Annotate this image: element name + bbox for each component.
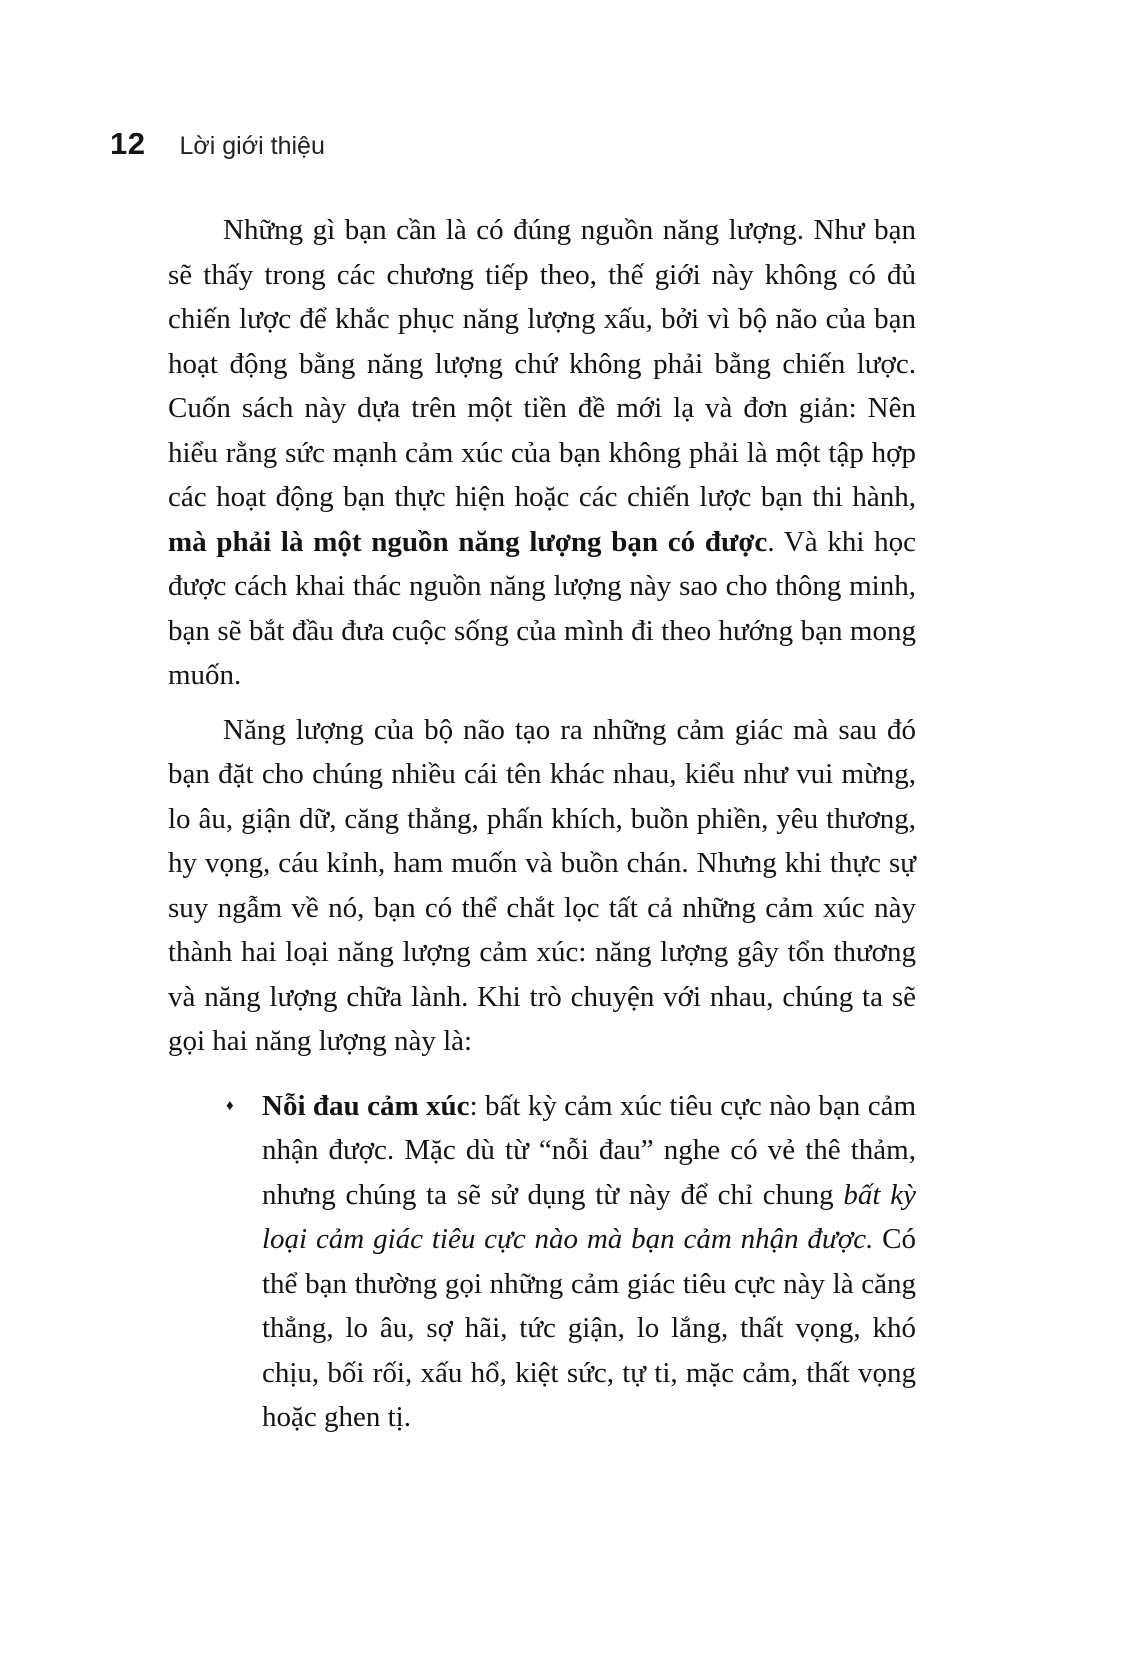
page-number: 12 [110, 126, 146, 161]
running-header [110, 126, 325, 162]
paragraph-brain-energy: Năng lượng của bộ não tạo ra những cảm giác mà sau đó bạn đặt cho chúng nhiều cái tên khác nhau, kiểu như vui mừng, lo âu, giận dữ, căng thẳng, phấn khích, buồn phiền, yêu thương, hy vọng, cáu kỉnh, ham muốn và buồn chán. Nhưng khi thực sự suy ngẫm về nó, bạn có thể chắt lọc tất cả những cảm xúc này thành hai loại năng lượng cảm xúc: năng lượng gây tổn thương và năng lượng chữa lành. Khi trò chuyện với nhau, chúng ta sẽ gọi hai năng lượng này là: [168, 713, 916, 1057]
bullet-text-emotional-pain: Nỗi đau cảm xúc: bất kỳ cảm xúc tiêu cực nào bạn cảm nhận được. Mặc dù từ “nỗi đau” nghe có vẻ thê thảm, nhưng chúng ta sẽ sử dụng từ này để chỉ chung bất kỳ loại cảm giác tiêu cực nào mà bạn cảm nhận được. Có thể bạn thường gọi những cảm giác tiêu cực này là căng thẳng, lo âu, sợ hãi, tức giận, lo lắng, thất vọng, khó chịu, bối rối, xấu hổ, kiệt sức, tự ti, mặc cảm, thất vọng hoặc ghen tị. [262, 1089, 917, 1433]
running-title: Lời giới thiệu [179, 132, 325, 160]
body-text-column [168, 208, 916, 1440]
bullet-item-emotional-pain [168, 1084, 916, 1440]
paragraph-energy-source: Những gì bạn cần là có đúng nguồn năng lượng. Như bạn sẽ thấy trong các chương tiếp theo, thế giới này không có đủ chiến lược để khắc phục năng lượng xấu, bởi vì bộ não của bạn hoạt động bằng năng lượng chứ không phải bằng chiến lược. Cuốn sách này dựa trên một tiền đề mới lạ và đơn giản: Nên hiểu rằng sức mạnh cảm xúc của bạn không phải là một tập hợp các hoạt động bạn thực hiện hoặc các chiến lược bạn thi hành, mà phải là một nguồn năng lượng bạn có được. Và khi học được cách khai thác nguồn năng lượng này sao cho thông minh, bạn sẽ bắt đầu đưa cuộc sống của mình đi theo hướng bạn mong muốn. [168, 214, 916, 691]
bullet-diamond-icon: ♦ [226, 1097, 234, 1114]
